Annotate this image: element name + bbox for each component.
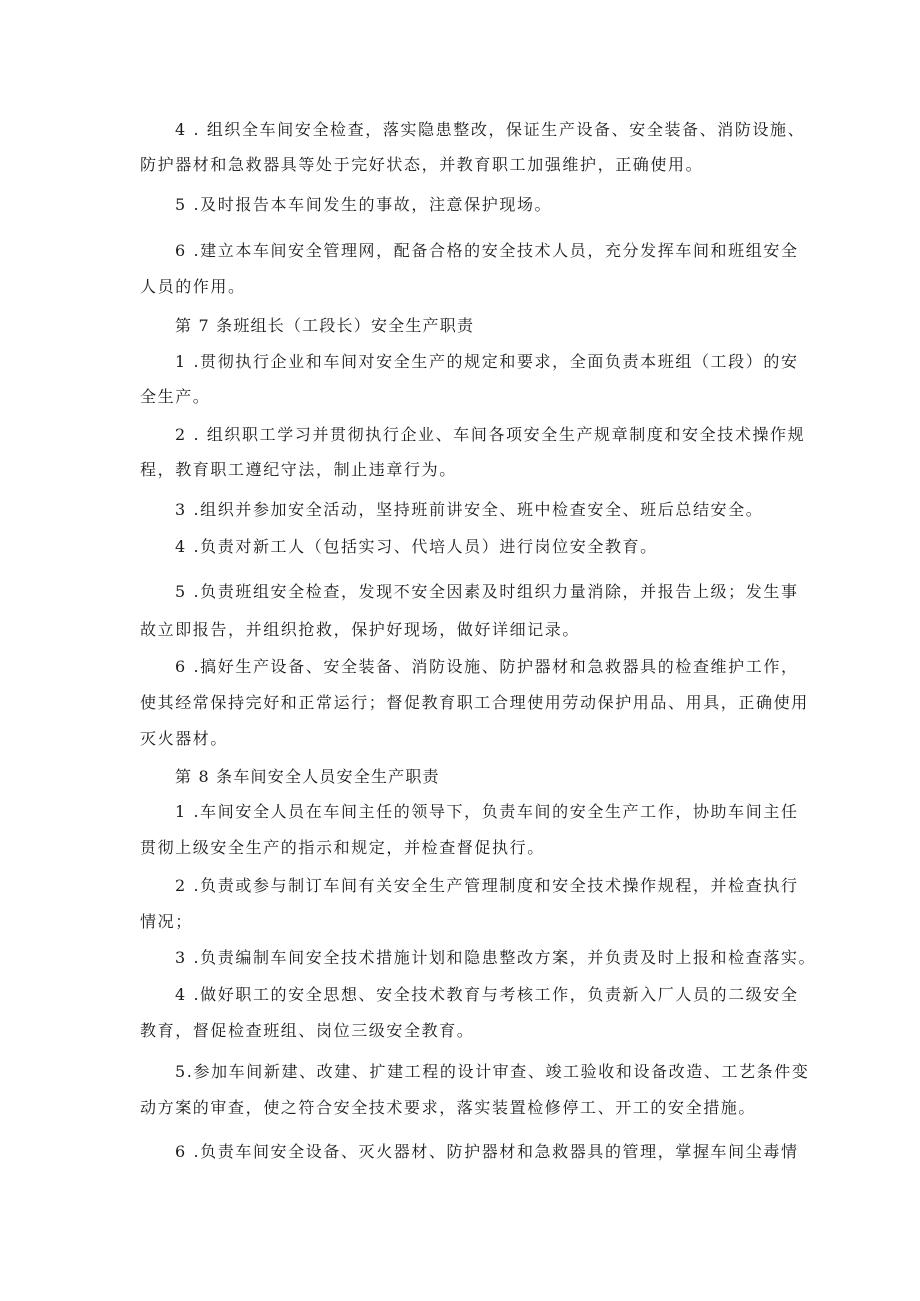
text-line: 1 .车间安全人员在车间主任的领导下，负责车间的安全生产工作，协助车间主任	[175, 802, 799, 821]
text-line: 程，教育职工遵纪守法，制止违章行为。	[140, 460, 457, 479]
text-line: 5 .负责班组安全检查，发现不安全因素及时组织力量消除，并报告上级；发生事	[175, 582, 799, 601]
text-line: 使其经常保持完好和正常运行；督促教育职工合理使用劳动保护用品、用具，正确使用	[140, 693, 809, 712]
text-line: 3 .负责编制车间安全技术措施计划和隐患整改方案，并负责及时上报和检查落实。	[175, 948, 817, 967]
text-line: 5.参加车间新建、改建、扩建工程的设计审查、竣工验收和设备改造、工艺条件变	[175, 1062, 810, 1081]
text-line: 动方案的审查，使之符合安全技术要求，落实装置检修停工、开工的安全措施。	[140, 1098, 757, 1117]
text-line: 故立即报告，并组织抢救，保护好现场，做好详细记录。	[140, 620, 581, 639]
text-line: 人员的作用。	[140, 277, 246, 296]
text-line: 1 .贯彻执行企业和车间对安全生产的规定和要求，全面负责本班组（工段）的安	[175, 352, 799, 371]
text-line: 6 .搞好生产设备、安全装备、消防设施、防护器材和急救器具的检查维护工作，	[175, 657, 799, 676]
section-heading: 第 7 条班组长（工段长）安全生产职责	[175, 316, 475, 335]
text-line: 防护器材和急救器具等处于完好状态，并教育职工加强维护，正确使用。	[140, 155, 704, 174]
text-line: 4 . 组织全车间安全检查，落实隐患整改，保证生产设备、安全装备、消防设施、	[175, 120, 806, 139]
text-line: 4 .做好职工的安全思想、安全技术教育与考核工作，负责新入厂人员的二级安全	[175, 985, 799, 1004]
text-line: 灭火器材。	[140, 729, 229, 748]
text-line: 全生产。	[140, 387, 211, 406]
text-line: 6 .负责车间安全设备、灭火器材、防护器材和急救器具的管理，掌握车间尘毒情	[175, 1142, 799, 1161]
text-line: 2 . 组织职工学习并贯彻执行企业、车间各项安全生产规章制度和安全技术操作规	[175, 425, 806, 444]
text-line: 3 .组织并参加安全活动，坚持班前讲安全、班中检查安全、班后总结安全。	[175, 500, 764, 519]
text-line: 贯彻上级安全生产的指示和规定，并检查督促执行。	[140, 838, 545, 857]
text-line: 6 .建立本车间安全管理网，配备合格的安全技术人员，充分发挥车间和班组安全	[175, 241, 799, 260]
text-line: 情况；	[140, 912, 193, 931]
text-line: 教育，督促检查班组、岗位三级安全教育。	[140, 1021, 475, 1040]
text-line: 2 .负责或参与制订车间有关安全生产管理制度和安全技术操作规程，并检查执行	[175, 876, 799, 895]
section-heading: 第 8 条车间安全人员安全生产职责	[175, 767, 440, 786]
text-line: 5 .及时报告本车间发生的事故，注意保护现场。	[175, 195, 553, 214]
text-line: 4 .负责对新工人（包括实习、代培人员）进行岗位安全教育。	[175, 537, 658, 556]
